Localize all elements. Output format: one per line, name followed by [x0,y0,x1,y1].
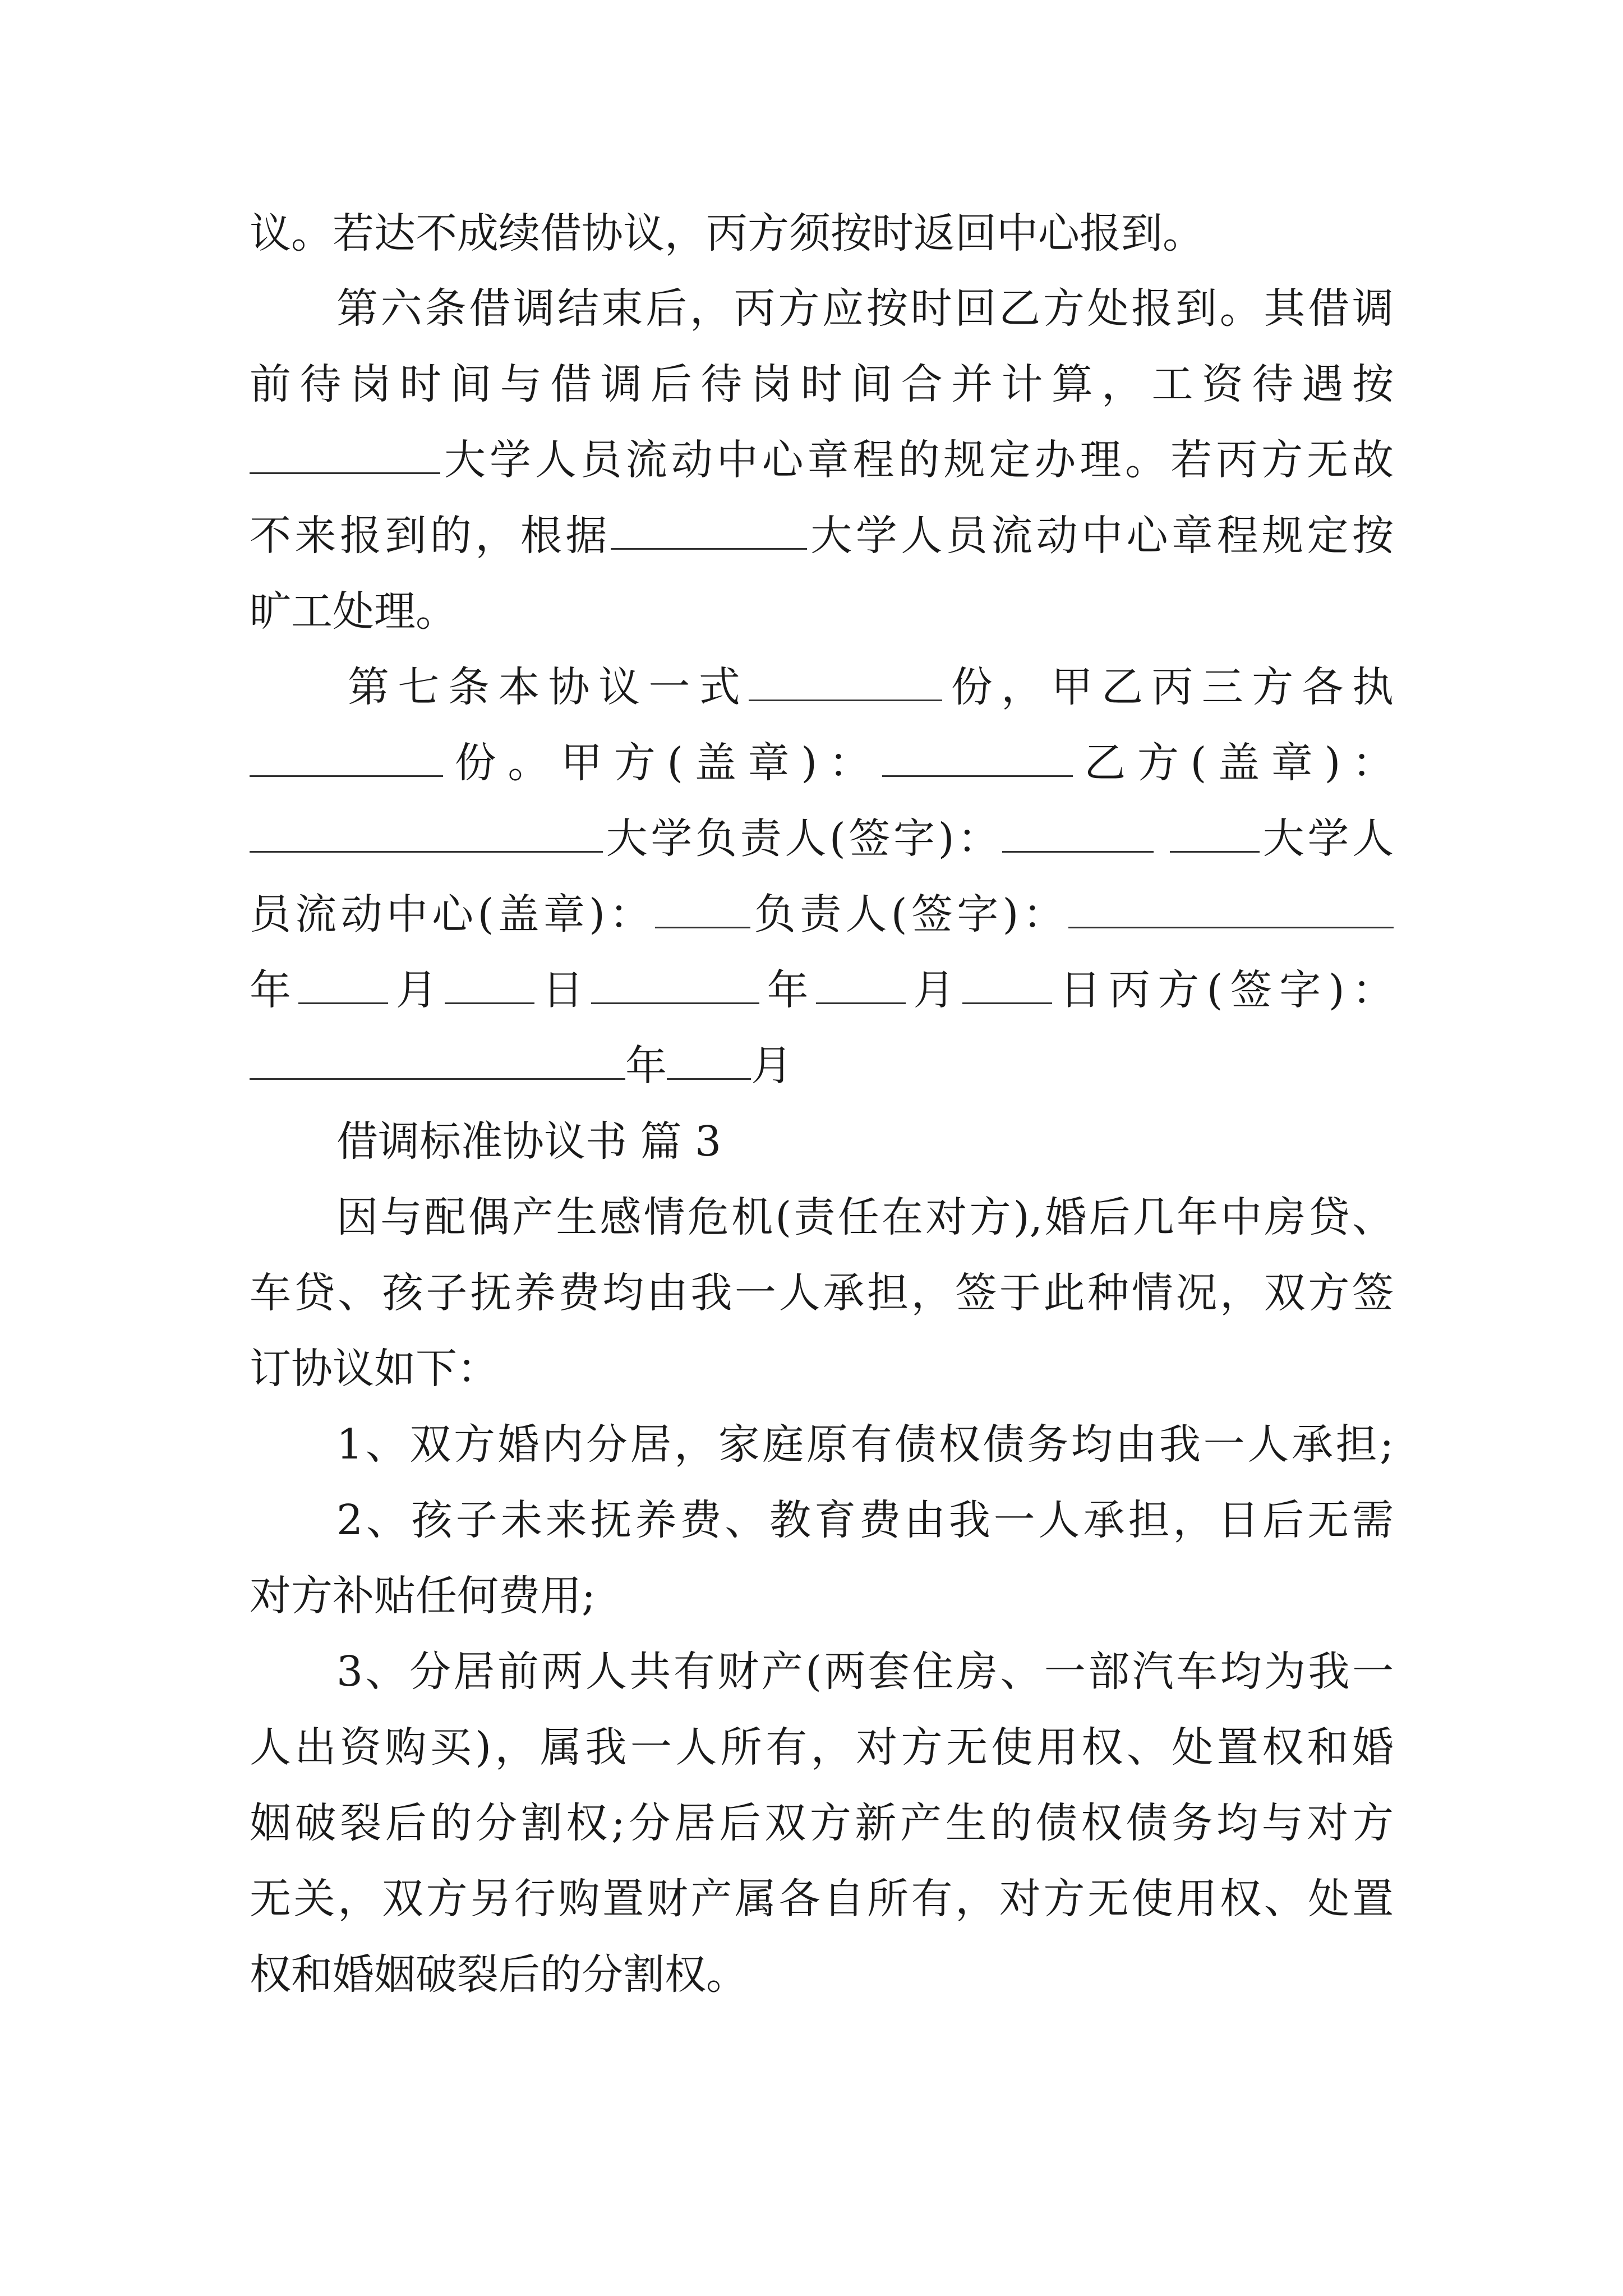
blank-field [962,968,1052,1004]
body-text-line [250,1038,1394,1094]
body-text-line [250,1719,1394,1775]
text-segment: 日 [534,966,592,1014]
text-segment: 3、分居前两人共有财产(两套住房、一部汽车均为我一 [336,1648,1394,1696]
blank-field [445,968,534,1004]
body-text-line [336,1189,1394,1245]
body-text-line [250,432,1394,488]
text-segment: 不来报到的，根据 [250,512,611,560]
blank-field [816,968,906,1004]
text-segment: 月 [906,966,962,1014]
body-text-line [250,962,1394,1018]
blank-field [250,438,440,474]
body-text-line [250,1568,1394,1624]
body-text-line [336,280,1394,337]
body-text-line [250,356,1394,412]
text-segment: 负责人(签字)： [750,890,1068,938]
text-segment: 第七条本协议一式 [348,663,749,711]
text-segment: 年 [625,1042,667,1090]
text-segment: 订协议如下： [250,1345,499,1393]
blank-field [611,513,807,550]
text-segment: 月 [751,1042,792,1090]
text-segment: 议。若达不成续借协议，丙方须按时返回中心报到。 [250,209,1204,257]
text-segment: 姻破裂后的分割权;分居后双方新产生的债权债务均与对方 [250,1799,1394,1847]
text-segment: 前待岗时间与借调后待岗时间合并计算，工资待遇按 [250,360,1394,408]
text-segment: 权和婚姻破裂后的分割权。 [250,1950,748,1999]
body-text-line [348,659,1394,715]
text-segment: 大学负责人(签字)： [603,815,1002,863]
text-segment: 旷工处理。 [250,587,457,636]
body-text-line [250,811,1394,867]
blank-field [298,968,388,1004]
text-segment: 第六条借调结束后，丙方应按时回乙方处报到。其借调 [336,284,1394,333]
text-segment: 月 [388,966,445,1014]
body-text-line [250,205,1394,261]
text-segment: 大学人员流动中心章程规定按 [806,512,1394,560]
blank-field [882,740,1073,777]
body-text-line [336,1416,1394,1473]
text-segment: 人出资购买)，属我一人所有，对方无使用权、处置权和婚 [250,1723,1394,1772]
text-segment: 借调标准协议书 篇 3 [336,1117,722,1166]
blank-field [1068,892,1394,928]
blank-field [667,1043,751,1080]
text-segment: 大学人 [1260,815,1394,863]
blank-field [250,816,603,853]
body-text-line [336,1644,1394,1700]
text-segment [1154,815,1170,863]
text-segment: 1、双方婚内分居，家庭原有债权债务均由我一人承担; [336,1420,1394,1469]
text-segment: 员流动中心(盖章)： [250,890,655,938]
blank-field [591,968,759,1004]
text-segment: 日丙方(签字)： [1052,966,1394,1014]
body-text-line [250,1947,1394,2003]
text-segment: 因与配偶产生感情危机(责任在对方),婚后几年中房贷、 [336,1193,1394,1241]
blank-field [250,1043,625,1080]
text-segment: 份。甲方(盖章)： [443,739,882,787]
body-text-line [250,886,1394,942]
body-text-line [250,583,1394,639]
body-text-line [250,1871,1394,1927]
body-text-line [336,1492,1394,1548]
blank-field [250,740,443,777]
text-segment: 大学人员流动中心章程的规定办理。若丙方无故 [440,436,1394,484]
text-segment: 无关，双方另行购置财产属各自所有，对方无使用权、处置 [250,1875,1394,1923]
text-segment: 年 [759,966,817,1014]
text-segment: 年 [250,966,299,1014]
body-text-line [250,735,1394,791]
text-segment: 车贷、孩子抚养费均由我一人承担，签于此种情况，双方签 [250,1269,1394,1317]
blank-field [1002,816,1154,853]
text-segment: 乙方(盖章)： [1072,739,1394,787]
section-title [336,1114,1394,1170]
body-text-line [250,1341,1394,1397]
text-segment: 2、孩子未来抚养费、教育费由我一人承担，日后无需 [336,1496,1394,1544]
blank-field [655,892,750,928]
body-text-line [250,1265,1394,1321]
text-segment: 对方补贴任何费用; [250,1572,596,1620]
body-text-line [250,508,1394,564]
text-segment: 份，甲乙丙三方各执 [942,663,1394,711]
blank-field [749,665,942,701]
body-text-line [250,1795,1394,1851]
blank-field [1170,816,1260,853]
